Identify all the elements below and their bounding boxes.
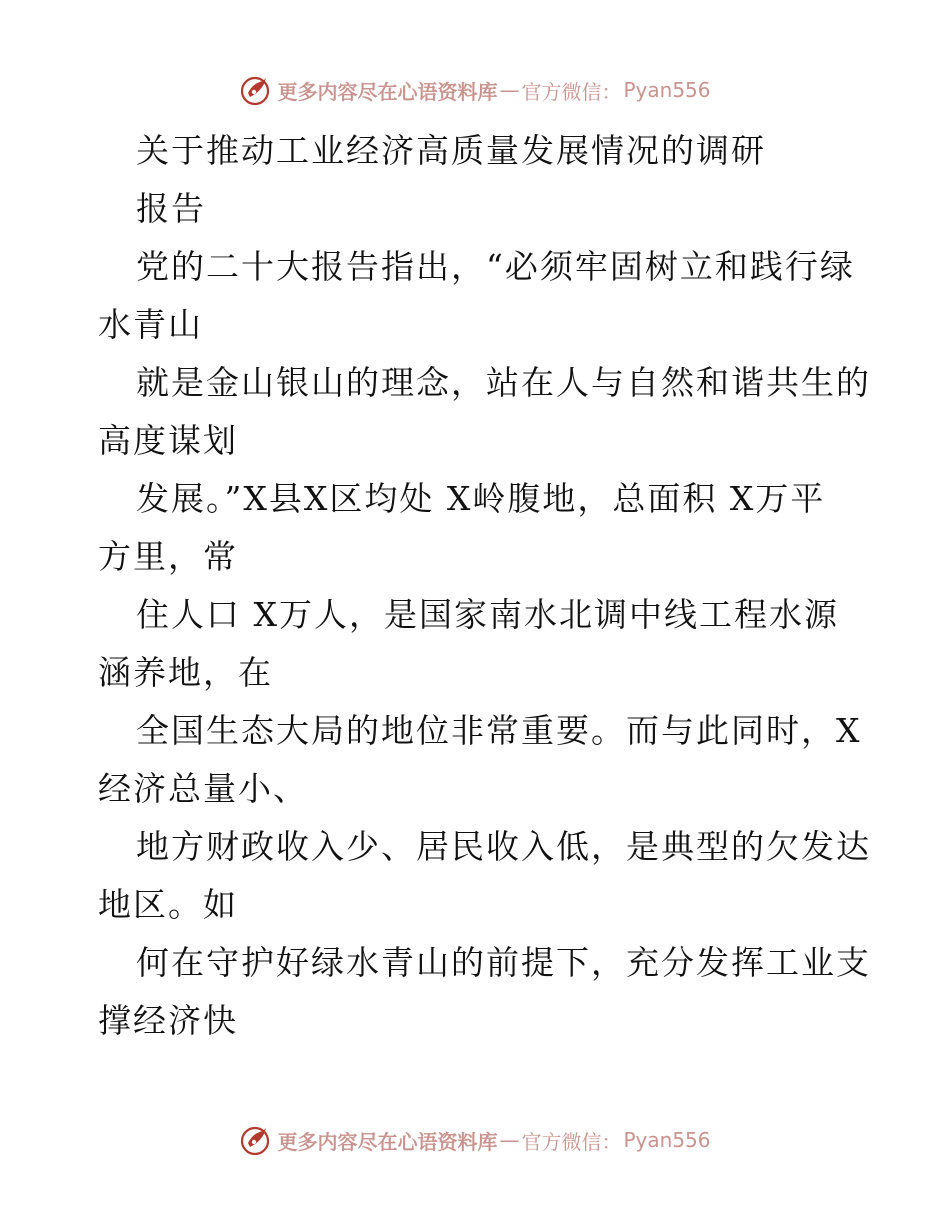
header-banner — [0, 70, 950, 110]
banner-text: 更多内容尽在心语资料库 — [277, 79, 498, 104]
banner-account: Pyan556 — [623, 78, 711, 102]
doc-line: 地区。如 — [98, 885, 238, 924]
banner-text: 更多内容尽在心语资料库 — [277, 1129, 498, 1154]
doc-line: 涵养地，在 — [98, 653, 273, 692]
banner-separator: — — [499, 1128, 520, 1152]
doc-line: 全国生态大局的地位非常重要。而与此同时，X — [136, 711, 862, 750]
document-body — [98, 122, 871, 1050]
doc-line: 高度谋划 — [98, 421, 238, 460]
doc-line: 发展。”X县X区均处 X岭腹地，总面积 X万平 — [136, 479, 826, 518]
banner-account: Pyan556 — [623, 1128, 711, 1152]
doc-line: 党的二十大报告指出，“必须牢固树立和践行绿 — [136, 247, 855, 286]
doc-line: 方里，常 — [98, 537, 238, 576]
doc-line: 何在守护好绿水青山的前提下，充分发挥工业支 — [136, 943, 871, 982]
doc-line: 撑经济快 — [98, 1001, 238, 1040]
doc-line: 水青山 — [98, 305, 203, 344]
banner-label: 官方微信： — [521, 79, 622, 104]
doc-line-title: 关于推动工业经济高质量发展情况的调研 — [136, 131, 766, 170]
logo-icon — [239, 1123, 273, 1157]
doc-line: 经济总量小、 — [98, 769, 308, 808]
logo-icon — [239, 73, 273, 107]
doc-line: 住人口 X万人，是国家南水北调中线工程水源 — [136, 595, 839, 634]
footer-banner — [0, 1120, 950, 1160]
banner-separator: — — [499, 78, 520, 102]
banner-label: 官方微信： — [521, 1129, 622, 1154]
doc-line-title-cont: 报告 — [136, 189, 206, 228]
doc-line: 地方财政收入少、居民收入低，是典型的欠发达 — [136, 827, 871, 866]
doc-line: 就是金山银山的理念，站在人与自然和谐共生的 — [136, 363, 871, 402]
